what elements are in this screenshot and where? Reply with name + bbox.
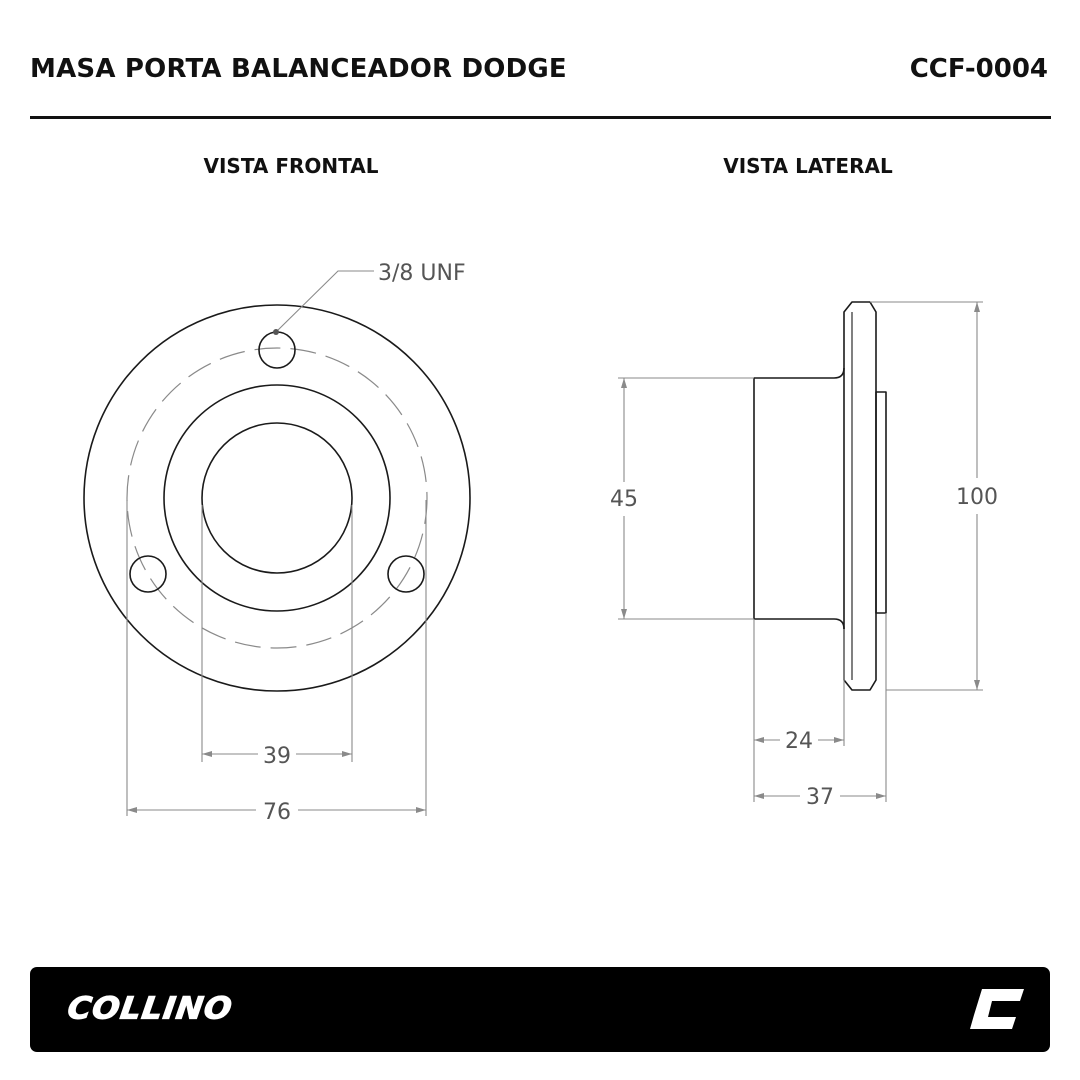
dim-flange-diameter: 100 (956, 485, 998, 510)
thread-callout: 3/8 UNF (378, 261, 466, 286)
bore-circle (202, 423, 352, 573)
collino-c-logo-icon (970, 989, 1024, 1033)
front-view (84, 305, 470, 691)
footer-bar (30, 967, 1050, 1052)
bolt-circle-centerline (127, 348, 427, 648)
callout-leader-dot (273, 329, 279, 335)
outer-flange-circle (84, 305, 470, 691)
dim-inner-diameter: 39 (263, 744, 291, 769)
hub-outer-circle (164, 385, 390, 611)
rear-pilot (876, 392, 886, 613)
front-view-label: VISTA FRONTAL (203, 154, 379, 178)
flange-profile (844, 302, 876, 690)
part-code: CCF-0004 (909, 54, 1048, 84)
dim-hub-diameter: 45 (610, 487, 638, 512)
bolt-hole-top (259, 332, 295, 368)
side-view-label: VISTA LATERAL (723, 154, 893, 178)
dim-total-length: 37 (806, 785, 834, 810)
side-view-dimensions (618, 302, 983, 802)
dim-bolt-circle: 76 (263, 800, 291, 825)
side-view (754, 302, 886, 690)
hub-profile (754, 368, 844, 629)
dim-hub-length: 24 (785, 729, 813, 754)
drawing-title: MASA PORTA BALANCEADOR DODGE (30, 54, 567, 84)
bolt-hole-left (130, 556, 166, 592)
brand-name: COLLINO (65, 989, 235, 1027)
